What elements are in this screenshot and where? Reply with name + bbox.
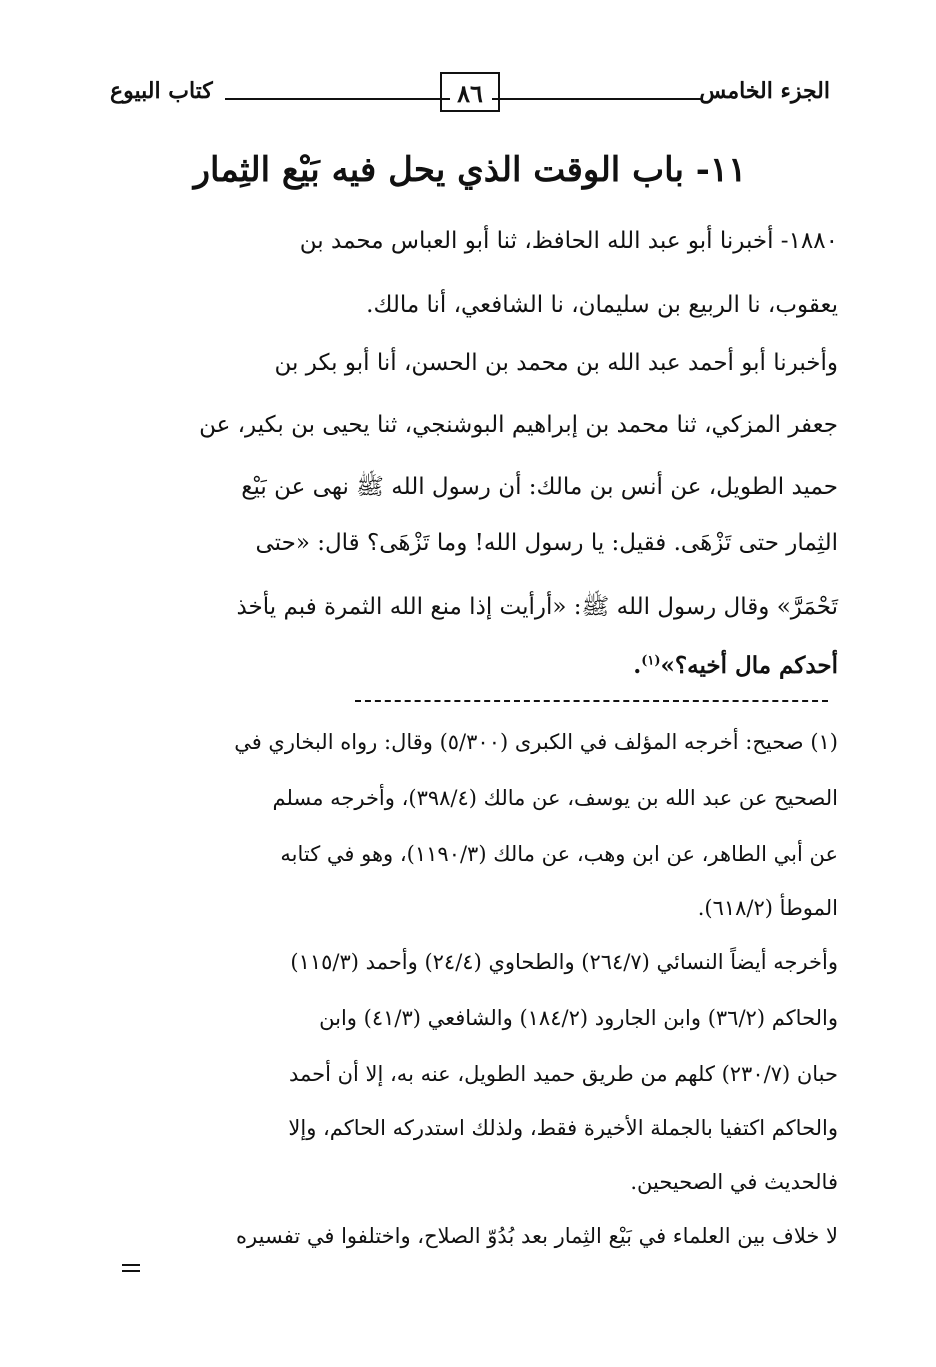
running-header: [110, 72, 830, 122]
footnote-line: حبان (٢٣٠/٧) كلهم من طريق حميد الطويل، عنه به، إلا أن أحمد: [288, 1062, 838, 1086]
footnote-separator: [355, 700, 828, 702]
text-line: حميد الطويل، عن أنس بن مالك: أن رسول الله ﷺ نهى عن بَيْع: [241, 474, 838, 500]
footnote-line: وأخرجه أيضاً النسائي (٢٦٤/٧) والطحاوي (٢٤/٤) وأحمد (١١٥/٣): [290, 950, 838, 974]
text-line: أحدكم مال أخيه؟»: [660, 652, 838, 679]
text-line: يعقوب، نا الربيع بن سليمان، نا الشافعي، أنا مالك.: [366, 292, 838, 318]
footnote-line: والحاكم اكتفيا بالجملة الأخيرة فقط، ولذلك استدركه الحاكم، وإلا: [288, 1116, 838, 1140]
volume-label: الجزء الخامس: [699, 78, 830, 104]
page-number: ٨٦: [440, 72, 500, 112]
footnote-line: فالحديث في الصحيحين.: [630, 1170, 838, 1194]
footnote-line: عن أبي الطاهر، عن ابن وهب، عن مالك (١١٩٠/٣)، وهو في كتابه: [280, 842, 838, 866]
continuation-mark: [122, 1264, 140, 1276]
footnote-line: (١) صحيح: أخرجه المؤلف في الكبرى (٥/٣٠٠) وقال: رواه البخاري في: [234, 730, 838, 754]
chapter-title: ١١- باب الوقت الذي يحل فيه بَيْع الثِمار: [193, 150, 747, 190]
footnote-line: الموطأ (٦١٨/٢).: [697, 896, 838, 920]
text-line: جعفر المزكي، ثنا محمد بن إبراهيم البوشنجي، ثنا يحيى بن بكير، عن: [199, 412, 838, 438]
footnote-line: والحاكم (٣٦/٢) وابن الجارود (١٨٤/٢) والشافعي (٤١/٣) وابن: [319, 1006, 838, 1030]
book-label: كتاب البيوع: [110, 78, 213, 104]
footnote-line: لا خلاف بين العلماء في بَيْع الثِمار بعد بُدُوّ الصلاح، واختلفوا في تفسيره: [236, 1224, 838, 1248]
footnote-reference: (١): [641, 653, 661, 669]
text-line: الثِمار حتى تَزْهَى. فقيل: يا رسول الله! وما تَزْهَى؟ قال: «حتى: [255, 530, 838, 556]
text-line: وأخبرنا أبو أحمد عبد الله بن محمد بن الحسن، أنا أبو بكر بن: [274, 350, 838, 376]
footnote-line: الصحيح عن عبد الله بن يوسف، عن مالك (٣٩٨/٤)، وأخرجه مسلم: [272, 786, 838, 810]
text-line-last: أحدكم مال أخيه؟»$^{(١)}$.: [633, 652, 838, 679]
header-rule: [225, 98, 450, 100]
text-line: تَحْمَرَّ» وقال رسول الله ﷺ: «أرأيت إذا منع الله الثمرة فبم يأخذ: [236, 594, 838, 620]
text-line: ١٨٨٠- أخبرنا أبو عبد الله الحافظ، ثنا أبو العباس محمد بن: [299, 228, 838, 254]
header-rule: [492, 98, 702, 100]
